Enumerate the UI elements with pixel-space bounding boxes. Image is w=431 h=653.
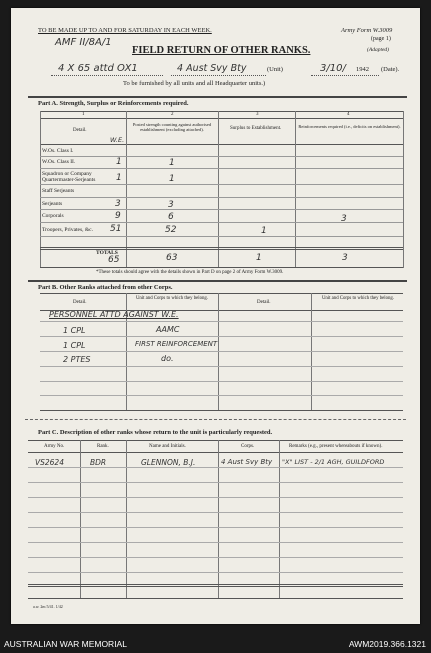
part-b-detail: 1 CPL bbox=[63, 326, 86, 335]
part-c-army-no: VS2624 bbox=[35, 458, 64, 467]
part-c-rank: BDR bbox=[90, 458, 107, 467]
posted-value: 6 bbox=[168, 212, 174, 222]
part-b-col-detail: Detail. bbox=[73, 300, 87, 305]
totals-surplus: 1 bbox=[256, 253, 262, 263]
footer-accession: AWM2019.366.1321 bbox=[348, 639, 426, 649]
col-header-posted: Posted strength counting against authorised establishment (excluding attached). bbox=[132, 122, 212, 132]
col-header-detail: Detail. bbox=[73, 128, 87, 133]
row-detail: Squadron or Company Quartermaster-Serjeants bbox=[42, 171, 96, 183]
totals-posted: 63 bbox=[166, 253, 178, 263]
part-b-unit: AAMC bbox=[156, 325, 180, 334]
year: 1942 bbox=[356, 66, 369, 73]
posted-value: 52 bbox=[165, 225, 177, 235]
part-b-detail: 2 PTES bbox=[63, 355, 91, 364]
row-detail: Serjeants bbox=[42, 201, 63, 207]
footer-institution: AUSTRALIAN WAR MEMORIAL bbox=[4, 639, 127, 649]
form-title: FIELD RETURN OF OTHER RANKS. bbox=[132, 45, 311, 56]
page-number: (page 1) bbox=[371, 36, 391, 42]
handwritten-reference: AMF II/8A/1 bbox=[55, 37, 112, 48]
part-b-unit: FIRST REINFORCEMENT bbox=[135, 340, 218, 348]
col-header-reinforcements: Reinforcements required (i.e., deficits on establishment). bbox=[298, 124, 401, 129]
date-label: (Date). bbox=[381, 66, 400, 73]
part-c-remarks: "X" LIST - 2/1 AGH, GUILDFORD bbox=[282, 458, 385, 466]
totals-label: TOTALS bbox=[96, 250, 118, 256]
row-detail: W.Os. Class I. bbox=[42, 148, 74, 154]
part-a-title: Part A. Strength, Surplus or Reinforcements required. bbox=[38, 100, 189, 107]
part-b-detail: PERSONNEL ATTD AGAINST W.E. bbox=[49, 310, 179, 319]
totals-we: 65 bbox=[108, 255, 120, 265]
part-c-corps: 4 Aust Svy Bty bbox=[221, 458, 273, 466]
col-number-4: 4 bbox=[347, 112, 350, 117]
totals-reinforcements: 3 bbox=[342, 253, 348, 263]
col-header-surplus: Surplus to Establishment. bbox=[230, 126, 282, 131]
reinforcement-value: 3 bbox=[341, 214, 347, 224]
part-c-col-army-no: Army No. bbox=[44, 444, 65, 449]
part-c-name: GLENNON, B.J. bbox=[141, 458, 196, 467]
we-value: 3 bbox=[115, 199, 121, 209]
col-number-3: 3 bbox=[256, 112, 259, 117]
surplus-value: 1 bbox=[261, 226, 267, 236]
part-c-col-corps: Corps. bbox=[241, 444, 255, 449]
top-note: TO BE MADE UP TO AND FOR SATURDAY IN EACH WEEK. bbox=[38, 27, 212, 34]
form-number: Army Form W.3009 bbox=[341, 27, 393, 34]
furnish-note: To be furnished by all units and all Headquarter units.) bbox=[123, 80, 266, 87]
part-c-title: Part C. Description of other ranks whose return to the unit is particularly requested. bbox=[38, 429, 273, 436]
handwritten-date: 3/10/ bbox=[320, 63, 346, 74]
form-page bbox=[11, 8, 420, 624]
part-b-detail: 1 CPL bbox=[63, 341, 86, 350]
posted-value: 1 bbox=[169, 158, 175, 168]
part-c-col-remarks: Remarks (e.g., present whereabouts if known). bbox=[289, 444, 383, 449]
adapted-label: (Adapted) bbox=[367, 47, 389, 53]
part-c-col-rank: Rank. bbox=[97, 444, 109, 449]
handwritten-unit-name: 4 Aust Svy Bty bbox=[177, 63, 247, 74]
we-value: 1 bbox=[116, 157, 122, 167]
row-detail: W.Os. Class II. bbox=[42, 159, 76, 165]
handwritten-unit: 4 X 65 attd OX1 bbox=[58, 63, 138, 74]
row-detail: Corporals bbox=[42, 213, 64, 219]
we-value: 51 bbox=[110, 224, 122, 234]
part-b-col-unit: Unit and Corps to which they belong. bbox=[135, 296, 209, 301]
posted-value: 1 bbox=[169, 174, 175, 184]
archive-footer bbox=[0, 633, 431, 653]
col-number-2: 2 bbox=[171, 112, 174, 117]
col-number-1: 1 bbox=[82, 112, 85, 117]
we-value: 1 bbox=[116, 173, 122, 183]
part-b-title: Part B. Other Ranks attached from other Corps. bbox=[38, 284, 173, 291]
posted-value: 3 bbox=[168, 200, 174, 210]
part-b-col-detail-2: Detail. bbox=[257, 300, 271, 305]
part-b-col-unit-2: Unit and Corps to which they belong. bbox=[321, 296, 395, 301]
totals-note: *These totals should agree with the details shown in Part D on page 2 of Army Form W.3009. bbox=[96, 270, 284, 275]
part-c-col-name: Name and Initials. bbox=[149, 444, 186, 449]
row-detail: Staff Serjeants bbox=[42, 188, 75, 194]
row-detail: Troopers, Privates, &c. bbox=[42, 227, 93, 233]
print-code: a.w. 2m 5/41. 1/42 bbox=[33, 604, 63, 609]
we-label: W.E. bbox=[110, 136, 125, 144]
part-b-unit: do. bbox=[161, 354, 174, 363]
unit-label: (Unit) bbox=[267, 66, 283, 73]
we-value: 9 bbox=[115, 211, 121, 221]
